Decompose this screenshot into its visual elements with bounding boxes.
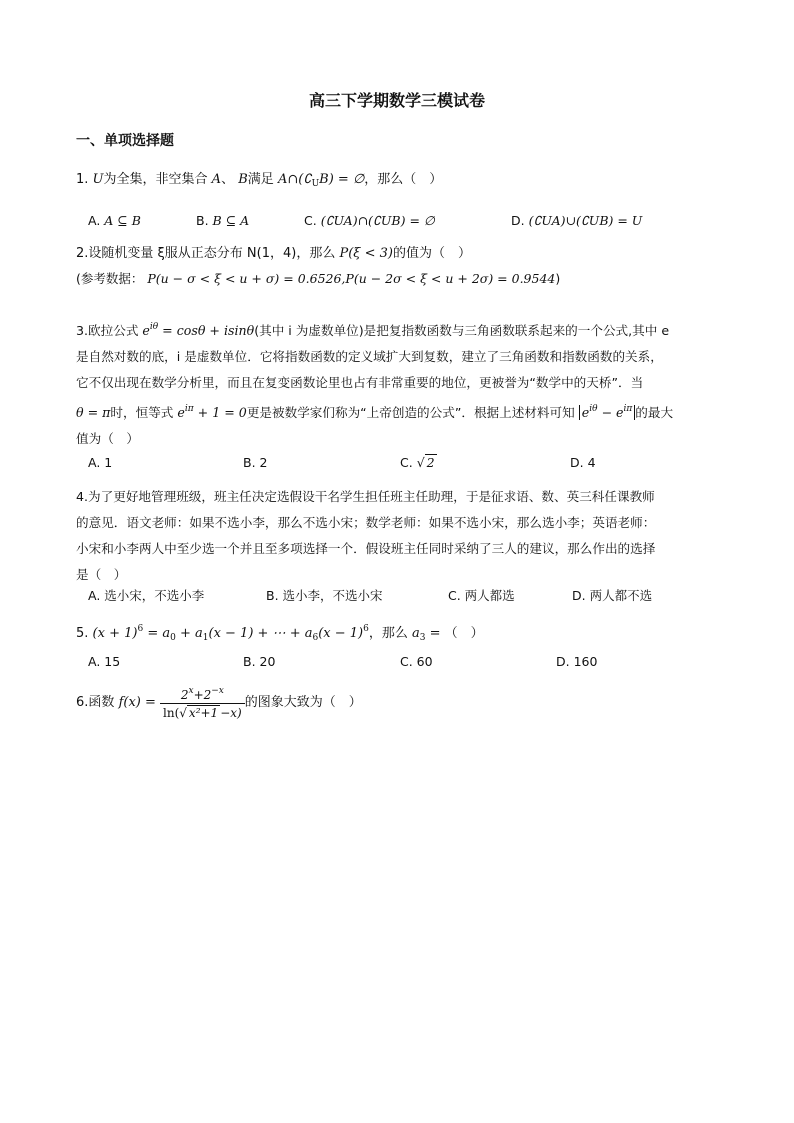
question-formula: $e^{i\pi} + 1 = 0$ [177,404,247,420]
option-b[interactable]: B. 20 [243,654,276,669]
question-5 [76,616,724,651]
question-2 [76,241,724,267]
question-line [76,484,724,510]
option-c[interactable]: C. √ 2 [400,455,435,470]
option-d[interactable]: D. 两人都不选 [572,588,653,603]
question-formula: P(ξ < 3) [339,246,393,261]
question-number: 2. [76,246,89,261]
question-formula: $e^{i\theta} = \cos\theta + isin\theta$ [142,322,255,338]
option-a[interactable]: A. A ⊆ B [88,213,141,228]
option-d[interactable]: D. 4 [570,455,596,470]
question-formula: θ = π [76,405,111,420]
question-4 [76,484,724,588]
fraction-formula: $\frac{2^x+2^{-x}}{\text{ln(√ x²+1 −x)}}$ [160,684,245,722]
question-1-options [88,208,724,234]
question-text: 的最大 [635,405,674,420]
question-number: 1. [76,172,89,187]
question-text: 满足 [247,172,274,187]
set-u: U [92,172,104,187]
question-text: 的值为（ ） [392,246,471,261]
question-line: 是自然对数的底，i 是虚数单位．它将指数函数的定义域扩大到复数，建立了三角函数和指数函数的关系， [76,349,663,364]
question-text: (其中 i 为虚数单位)是把复指数函数与三角函数联系起来的一个公式,其中 e [254,323,670,338]
question-line: 它不仅出现在数学分析里，而且在复变函数论里也占有非常重要的地位，更被誉为“数学中的天桥”．当 [76,375,644,390]
section-heading: 一、单项选择题 [76,133,174,149]
question-4-options [88,583,724,609]
set-b: B [238,172,248,187]
question-text: 设随机变量 ξ服从正态分布 N(1，4)，那么 [88,246,336,261]
question-number: 5. [76,626,89,641]
question-line: 是（ ） [76,567,127,582]
question-number: 4. [76,489,89,504]
question-number: 3. [76,323,89,338]
question-number: 6. [76,695,89,710]
question-text: 函数 [88,695,115,710]
set-a: A [211,172,222,187]
page-title: 高三下学期数学三模试卷 [308,91,485,110]
question-text: ，那么（ ） [364,172,443,187]
reference-close: ) [555,271,561,286]
option-b[interactable]: B. B ⊆ A [196,213,250,228]
option-c[interactable]: C. (∁UA)∩(∁UB) = ∅ [304,213,435,228]
question-text: 为了更好地管理班级，班主任决定选假设干名学生担任班主任助理，于是征求语、数、英三科任课教师 [88,489,655,504]
option-b[interactable]: B. 选小李，不选小宋 [266,588,383,603]
question-1 [76,167,724,197]
option-d[interactable]: D. 160 [556,654,598,669]
question-text: 、 [221,172,235,187]
question-line: 的意见．语文老师：如果不选小李，那么不选小宋；数学老师：如果不选小宋，那么选小李；英语老师： [76,515,656,530]
question-3-options [88,450,724,476]
question-text: 更是被数学家们称为“上帝创造的公式”．根据上述材料可知 [246,405,575,420]
question-text: 欧拉公式 [88,323,139,338]
question-6 [76,683,724,723]
reference-label: (参考数据： [76,271,144,286]
option-c[interactable]: C. 60 [400,654,433,669]
option-b[interactable]: B. 2 [243,455,268,470]
question-text: 为全集，非空集合 [103,172,208,187]
option-c[interactable]: C. 两人都选 [448,588,515,603]
question-formula: $a_3$ = [412,626,445,643]
question-line [76,314,724,344]
question-text: ，那么 [368,626,408,641]
option-d[interactable]: D. (∁UA)∪(∁UB) = U [511,213,643,228]
question-text: 的图象大致为（ ） [244,695,362,710]
option-a[interactable]: A. 选小宋，不选小李 [88,588,205,603]
question-2-reference [76,266,724,292]
question-formula: $A\cap(∁_UB)$ = ∅ [277,172,365,189]
question-line: 值为（ ） [76,431,139,446]
question-line [76,396,724,426]
question-formula: $(x + 1)^6 = a_0 + a_1(x - 1)$ + ⋯ + $a_6(x - 1)^6$ [92,624,369,643]
question-text: 时，恒等式 [110,405,174,420]
option-a[interactable]: A. 15 [88,654,121,669]
question-5-options [88,649,724,675]
question-text: （ ） [444,626,484,641]
question-formula: f(x) = [118,695,161,710]
reference-formula: P(u − σ < ξ < u + σ) = 0.6526,P(u − 2σ < ξ < u + 2σ) = 0.9544 [147,271,556,286]
question-3 [76,314,724,452]
question-line: 小宋和小李两人中至少选一个并且至多项选择一个．假设班主任同时采纳了三人的建议，那么作出的选择 [76,541,656,556]
question-formula: $e^{i\theta} - e^{i\pi}$ [579,405,636,420]
option-a[interactable]: A. 1 [88,455,113,470]
